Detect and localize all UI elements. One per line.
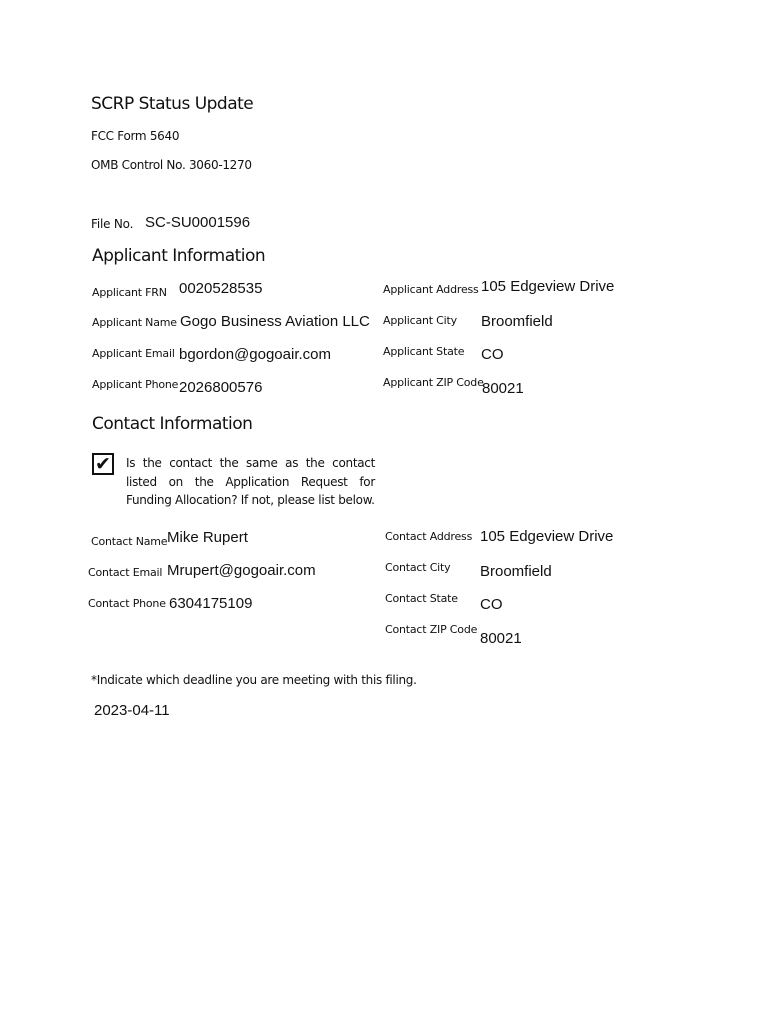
applicant-phone-value: 2026800576 <box>179 379 263 396</box>
contact-zip-value: 80021 <box>480 630 522 647</box>
contact-city-value: Broomfield <box>480 563 552 580</box>
applicant-state-label: Applicant State <box>383 345 465 358</box>
applicant-address-label: Applicant Address <box>383 283 479 296</box>
contact-section-heading: Contact Information <box>92 414 253 434</box>
omb-control-number: OMB Control No. 3060-1270 <box>91 158 252 172</box>
applicant-city-value: Broomfield <box>481 313 553 330</box>
applicant-section-heading: Applicant Information <box>92 246 266 266</box>
file-number-value: SC-SU0001596 <box>145 214 251 231</box>
applicant-zip-value: 80021 <box>482 380 524 397</box>
deadline-note: *Indicate which deadline you are meeting with this filing. <box>91 673 417 687</box>
deadline-value: 2023-04-11 <box>94 702 170 719</box>
contact-zip-label: Contact ZIP Code <box>385 623 478 636</box>
contact-email-label: Contact Email <box>88 566 163 579</box>
page-title: SCRP Status Update <box>91 94 254 114</box>
contact-state-value: CO <box>480 596 503 613</box>
checkmark-icon: ✔ <box>95 453 111 475</box>
contact-email-value: Mrupert@gogoair.com <box>167 562 316 579</box>
file-number-label: File No. <box>91 217 134 231</box>
same-contact-checkbox[interactable] <box>92 453 114 475</box>
applicant-name-label: Applicant Name <box>92 316 177 329</box>
contact-address-label: Contact Address <box>385 530 473 543</box>
contact-state-label: Contact State <box>385 592 458 605</box>
applicant-zip-label: Applicant ZIP Code <box>383 376 484 389</box>
applicant-city-label: Applicant City <box>383 314 457 327</box>
applicant-phone-label: Applicant Phone <box>92 378 179 391</box>
contact-name-label: Contact Name <box>91 535 168 548</box>
contact-phone-label: Contact Phone <box>88 597 166 610</box>
contact-address-value: 105 Edgeview Drive <box>480 528 614 545</box>
applicant-name-value: Gogo Business Aviation LLC <box>180 313 370 330</box>
applicant-email-value: bgordon@gogoair.com <box>179 346 331 363</box>
applicant-frn-value: 0020528535 <box>179 280 263 297</box>
applicant-frn-label: Applicant FRN <box>92 286 167 299</box>
contact-city-label: Contact City <box>385 561 451 574</box>
same-contact-question: Is the contact the same as the contact listed on the Application Request for Funding Allocation? If not, please list below. <box>126 456 375 507</box>
applicant-email-label: Applicant Email <box>92 347 175 360</box>
applicant-address-value: 105 Edgeview Drive <box>481 278 615 295</box>
contact-name-value: Mike Rupert <box>167 529 248 546</box>
contact-phone-value: 6304175109 <box>169 595 253 612</box>
form-number: FCC Form 5640 <box>91 129 180 143</box>
applicant-state-value: CO <box>481 346 504 363</box>
